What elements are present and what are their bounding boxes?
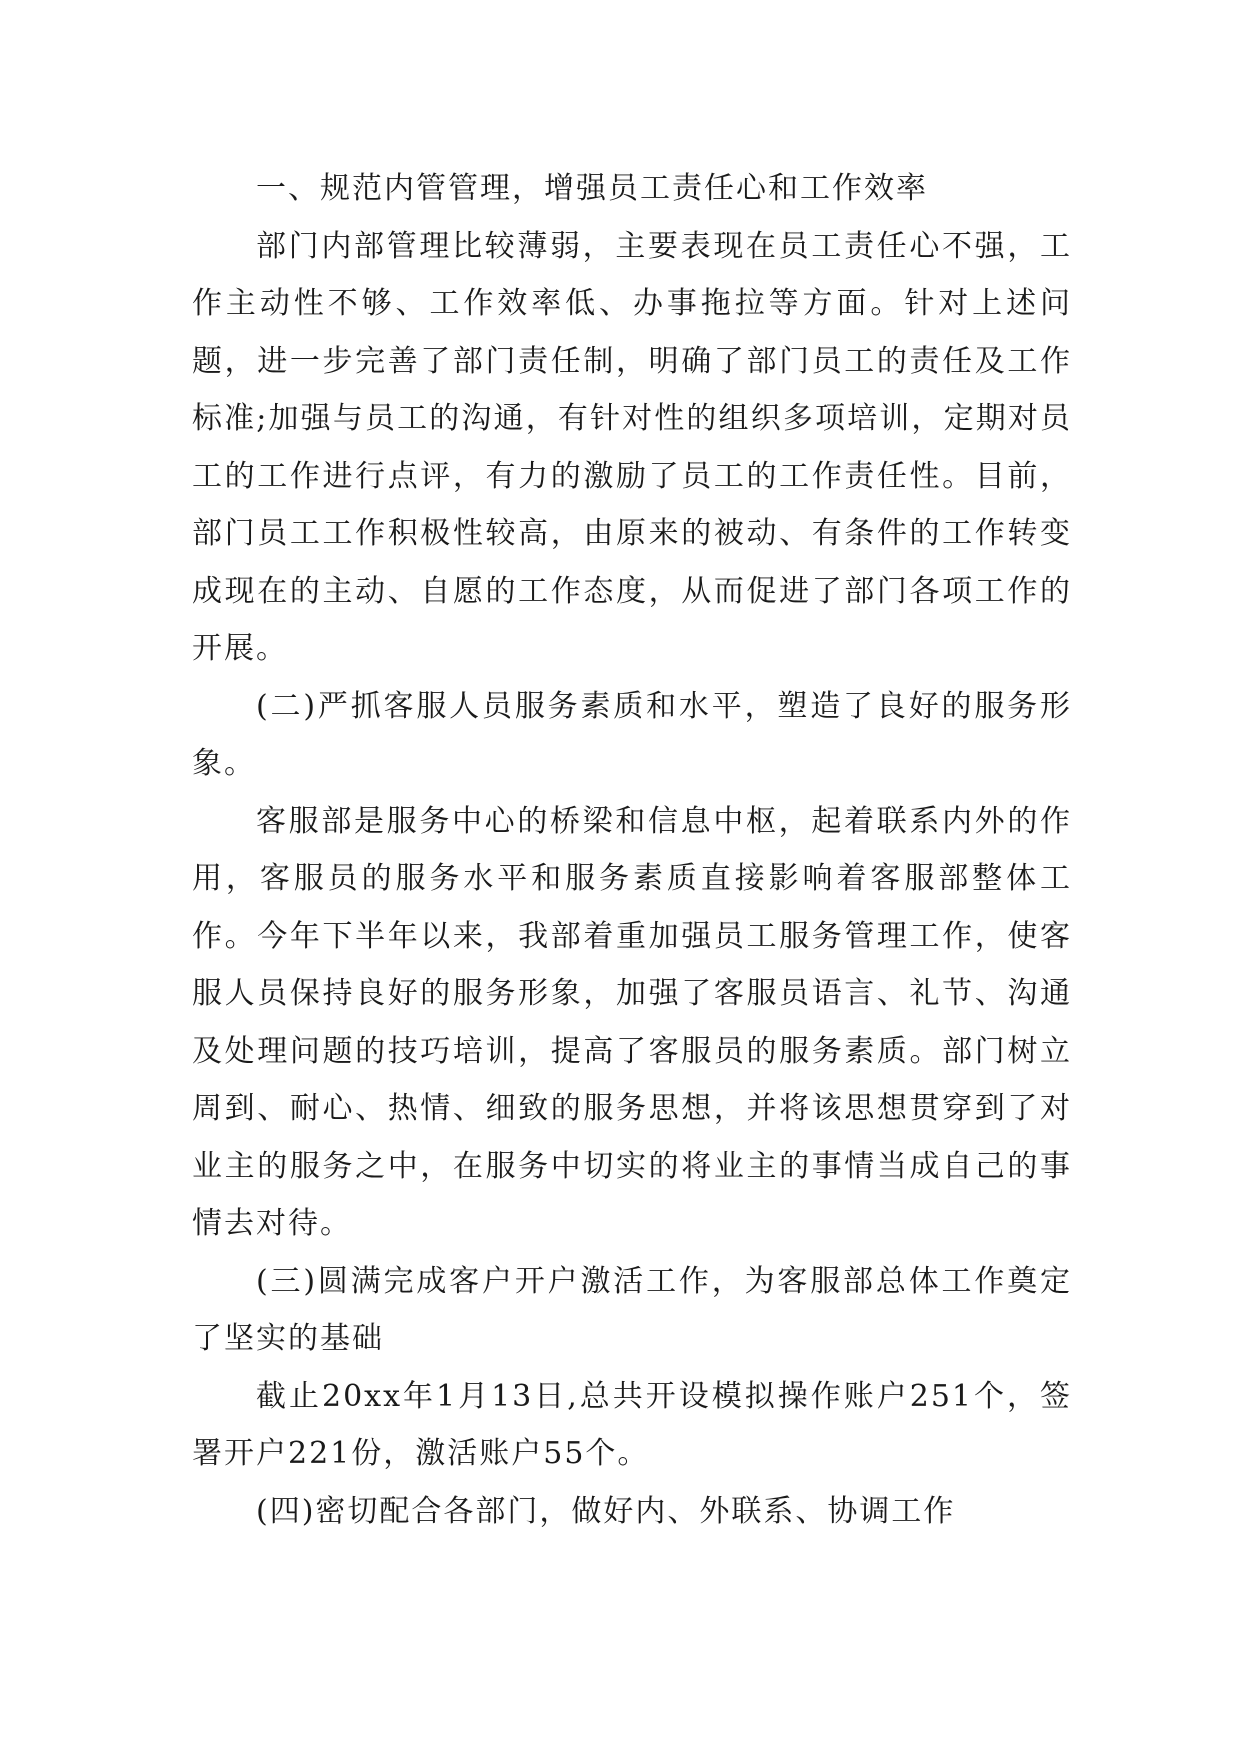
section-heading-4: (四)密切配合各部门，做好内、外联系、协调工作 [256,1493,956,1529]
body-paragraph-2: 客服部是服务中心的桥梁和信息中枢，起着联系内外的作用，客服员的服务水平和服务素质直接影响着客服部整体工作。今年下半年以来，我部着重加强员工服务管理工作，使客服人员保持良好的服务形象，加强了客服员语言、礼节、沟通及处理问题的技巧培训，提高了客服员的服务素质。部门树立周到、耐心、热情、细致的服务思想，并将该思想贯穿到了对业主的服务之中，在服务中切实的将业主的事情当成自己的事情去对待。 [192,803,1072,1241]
section-heading-3: (三)圆满完成客户开户激活工作，为客服部总体工作奠定了坚实的基础 [192,1263,1072,1356]
section-heading-2: (二)严抓客服人员服务素质和水平，塑造了良好的服务形象。 [192,688,1072,781]
body-paragraph-1: 部门内部管理比较薄弱，主要表现在员工责任心不强，工作主动性不够、工作效率低、办事拖拉等方面。针对上述问题，进一步完善了部门责任制，明确了部门员工的责任及工作标准;加强与员工的沟通，有针对性的组织多项培训，定期对员工的工作进行点评，有力的激励了员工的工作责任性。目前，部门员工工作积极性较高，由原来的被动、有条件的工作转变成现在的主动、自愿的工作态度，从而促进了部门各项工作的开展。 [192,228,1072,666]
section-heading-1: 一、规范内管管理，增强员工责任心和工作效率 [256,171,928,206]
document-body [192,160,1072,1540]
body-paragraph-3: 截止20xx年1月13日,总共开设模拟操作账户251个，签署开户221份，激活账户55个。 [192,1378,1072,1471]
